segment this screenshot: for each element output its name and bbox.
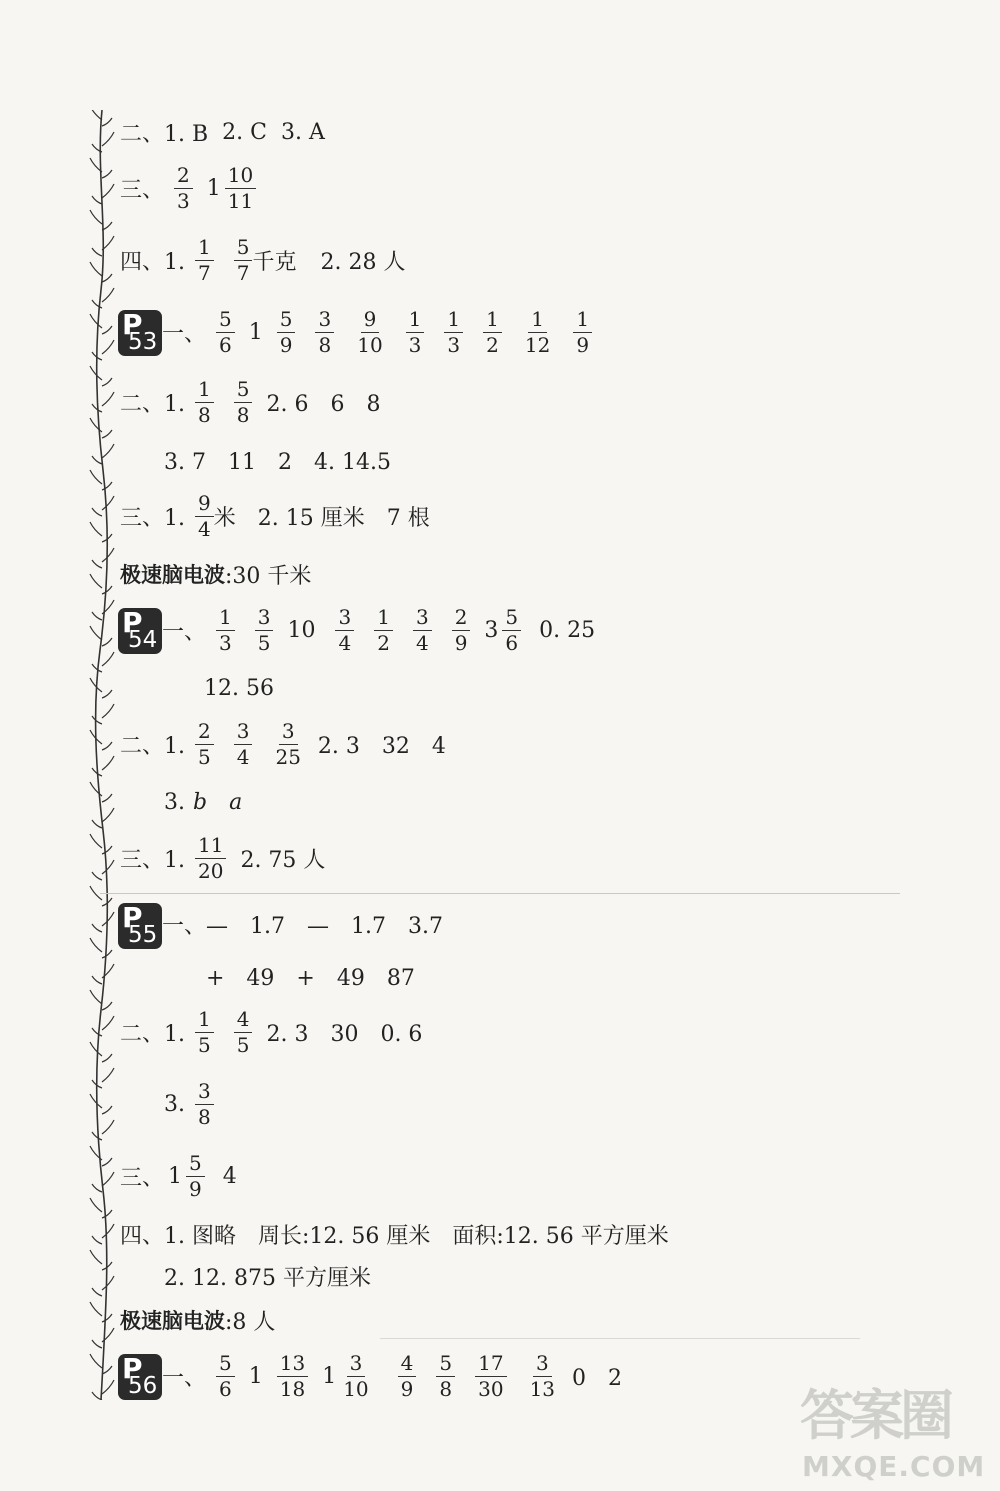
section-label: 一、	[162, 1365, 207, 1391]
fraction: $\frac{4}{9}$	[398, 1353, 417, 1400]
mixed-number: 1 $\frac{10}{11}$	[207, 165, 270, 212]
fraction: $\frac{13}{18}$	[277, 1353, 308, 1400]
answer-text: 米 2. 15 厘米 7 根	[213, 505, 430, 531]
answer-text: 1	[248, 1363, 263, 1389]
watermark-logo: 答案圈 MXQE.COM	[800, 1384, 986, 1483]
fraction: $\frac{5}{6}$	[216, 309, 235, 356]
answer-line	[206, 950, 429, 1002]
page-badge: P 56	[118, 1354, 162, 1400]
fraction: $\frac{3}{4}$	[234, 721, 253, 768]
answer-line	[120, 234, 419, 286]
fraction: $\frac{3}{8}$	[315, 309, 334, 356]
answer-text: 0. 25	[539, 617, 596, 643]
section-label: 三、	[120, 1165, 165, 1191]
mixed-number: 1 $\frac{5}{9}$	[168, 1153, 205, 1200]
fraction: $\frac{5}{8}$	[234, 379, 253, 426]
fraction: $\frac{17}{30}$	[475, 1353, 506, 1400]
section-label: 三、1.	[120, 505, 185, 531]
answer-text: 3. A	[280, 119, 325, 145]
mixed-number: 3 $\frac{5}{6}$	[484, 607, 521, 654]
answer-line	[164, 776, 256, 828]
section-label: 二、1.	[120, 391, 185, 417]
answer-text: 二、1. B	[120, 121, 209, 147]
answer-line	[120, 832, 339, 884]
fraction: $\frac{3}{25}$	[275, 718, 301, 769]
fraction: $\frac{4}{5}$	[234, 1009, 253, 1056]
fraction: $\frac{5}{7}$	[234, 237, 253, 284]
fraction: $\frac{1}{7}$	[195, 237, 214, 284]
section-label: 二、1.	[120, 1021, 185, 1047]
answer-text: 3.	[164, 789, 185, 815]
fraction: $\frac{2}{9}$	[452, 607, 471, 654]
answer-line	[162, 1350, 636, 1402]
answer-line	[120, 490, 444, 542]
fraction: $\frac{5}{6}$	[216, 1353, 235, 1400]
answer-text: 3. 7 11 2 4. 14.5	[164, 449, 391, 475]
fraction: $\frac{9}{4}$	[195, 493, 214, 540]
page-badge: P 55	[118, 903, 162, 949]
answer-text: 1	[248, 319, 263, 345]
answer-line	[120, 376, 394, 428]
fraction: $\frac{2}{5}$	[195, 721, 214, 768]
fraction: $\frac{3}{8}$	[195, 1081, 214, 1128]
answer-line	[120, 1150, 251, 1202]
section-heading: 极速脑电波	[120, 563, 225, 587]
fraction: $\frac{1}{9}$	[573, 309, 592, 356]
answer-text: 2. 6 6 8	[266, 391, 381, 417]
answer-text: 10	[287, 617, 316, 643]
answer-line	[162, 604, 609, 656]
answer-text: 12. 56	[204, 675, 274, 701]
answer-line	[164, 1078, 228, 1130]
answer-text: 一、— 1.7 — 1.7 3.7	[162, 913, 443, 939]
answer-text: 2. 3 30 0. 6	[266, 1021, 423, 1047]
answer-line	[120, 548, 311, 600]
divider	[380, 1338, 860, 1339]
section-label: 一、	[162, 619, 207, 645]
answer-text: a	[229, 789, 243, 815]
answer-text: 2. 28 人	[320, 249, 406, 275]
mixed-number: 1 $\frac{3}{10}$	[322, 1350, 369, 1401]
answer-text: :8 人	[225, 1309, 276, 1335]
answer-line	[120, 1006, 436, 1058]
fraction: $\frac{9}{10}$	[357, 306, 383, 357]
fraction: $\frac{11}{20}$	[195, 835, 226, 882]
fraction: $\frac{1}{8}$	[195, 379, 214, 426]
answer-text: + 49 + 49 87	[206, 965, 415, 991]
answer-line	[162, 306, 606, 358]
answer-text: 2. 3 32 4	[317, 733, 446, 759]
fraction: $\frac{3}{4}$	[335, 607, 354, 654]
answer-text: 2. 75 人	[240, 847, 326, 873]
answer-text: 四、1. 图略 周长:12. 56 厘米 面积:12. 56 平方厘米	[120, 1223, 669, 1249]
answer-line	[164, 434, 405, 486]
answer-text: 2. C	[222, 119, 267, 145]
section-label: 四、1.	[120, 249, 185, 275]
answer-line	[162, 898, 457, 950]
answer-line	[120, 162, 276, 214]
answer-text: 4	[222, 1163, 237, 1189]
answer-text: :30 千米	[225, 563, 312, 589]
answer-line	[120, 1294, 275, 1346]
fraction: $\frac{1}{5}$	[195, 1009, 214, 1056]
section-label: 三、1.	[120, 847, 185, 873]
answer-text: 千克	[252, 249, 297, 275]
section-heading: 极速脑电波	[120, 1309, 225, 1333]
fraction: $\frac{1}{12}$	[524, 306, 551, 357]
answer-line	[204, 662, 288, 714]
fraction: $\frac{3}{5}$	[255, 607, 274, 654]
fraction: $\frac{3}{13}$	[529, 1350, 556, 1401]
section-label: 三、	[120, 177, 165, 203]
answer-text: 2. 12. 875 平方厘米	[164, 1265, 371, 1291]
divider	[100, 893, 900, 894]
page-badge: P 53	[118, 310, 162, 356]
fraction: $\frac{1}{3}$	[406, 309, 425, 356]
answer-text: 0 2	[572, 1365, 623, 1391]
fraction: $\frac{5}{8}$	[436, 1353, 455, 1400]
fraction: $\frac{3}{4}$	[413, 607, 432, 654]
answer-line	[120, 106, 339, 158]
section-label: 3.	[164, 1091, 185, 1117]
fraction: $\frac{1}{3}$	[216, 607, 235, 654]
page-badge: P 54	[118, 608, 162, 654]
fraction: $\frac{2}{3}$	[174, 165, 193, 212]
answer-line	[120, 718, 460, 770]
fraction: $\frac{1}{2}$	[483, 309, 502, 356]
section-label: 一、	[162, 321, 207, 347]
fraction: $\frac{1}{3}$	[444, 309, 463, 356]
fraction: $\frac{1}{2}$	[374, 607, 393, 654]
answer-text: b	[193, 789, 208, 815]
fraction: $\frac{5}{9}$	[277, 309, 296, 356]
decorative-vine	[88, 110, 118, 1400]
section-label: 二、1.	[120, 733, 185, 759]
